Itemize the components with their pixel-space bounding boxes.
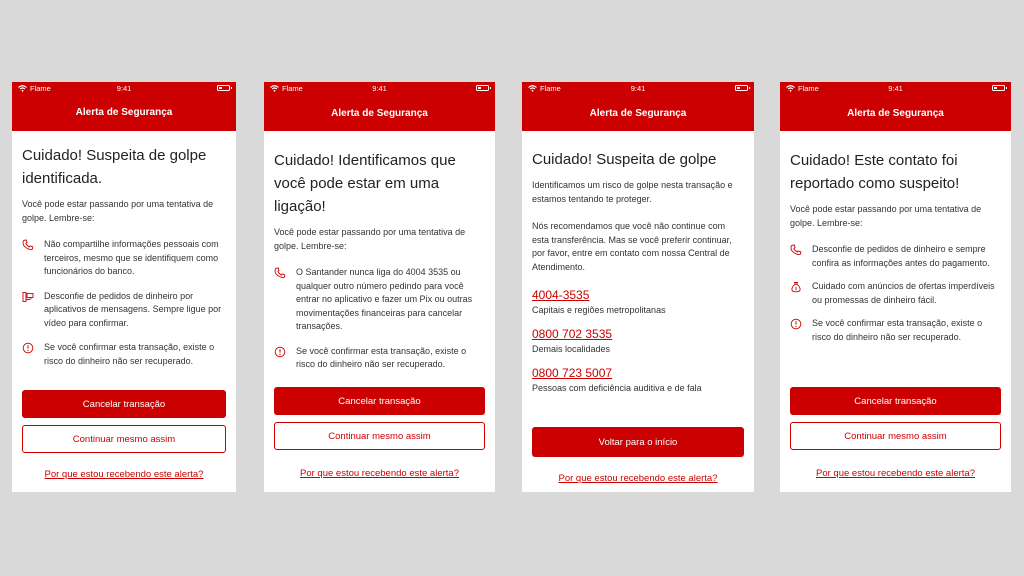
alert-circle-icon bbox=[22, 341, 34, 354]
status-time: 9:41 bbox=[116, 84, 132, 93]
cancel-transaction-button[interactable]: Cancelar transação bbox=[790, 387, 1001, 415]
status-bar bbox=[264, 82, 495, 96]
screen-3 bbox=[522, 82, 754, 492]
intro-text: Você pode estar passando por uma tentativa de golpe. Lembre-se: bbox=[274, 227, 466, 251]
status-time: 9:41 bbox=[630, 84, 646, 93]
list-item-text: Se você confirmar esta transação, existe o risco do dinheiro não ser recuperado. bbox=[44, 342, 215, 366]
money-bag-icon bbox=[790, 280, 802, 293]
list-item bbox=[274, 266, 485, 334]
list-item-text: Desconfie de pedidos de dinheiro por aplicativos de mensagens. Sempre ligue por vídeo para confirmar. bbox=[44, 290, 222, 328]
list-item-text: Desconfie de pedidos de dinheiro e sempre confira as informações antes do pagamento. bbox=[812, 244, 990, 268]
list-item-text: O Santander nunca liga do 4004 3535 ou qualquer outro número pedindo para você entrar no aplicativo e fazer um Pix ou outras movimentações financeiras para cancelar transações. bbox=[296, 267, 473, 331]
battery-icon bbox=[217, 85, 230, 91]
phone-icon bbox=[22, 238, 34, 251]
status-time: 9:41 bbox=[888, 84, 903, 93]
intro-text: Você pode estar passando por uma tentativa de golpe. Lembre-se: bbox=[790, 204, 982, 228]
why-alert-link[interactable]: Por que estou recebendo este alerta? bbox=[44, 469, 204, 480]
list-item bbox=[790, 243, 1001, 270]
contact-item bbox=[532, 364, 744, 394]
list-item bbox=[790, 317, 1001, 344]
list-item-text: Cuidado com anúncios de ofertas imperdíveis ou promessas de dinheiro fácil. bbox=[812, 281, 995, 305]
battery-icon bbox=[735, 85, 748, 91]
continue-anyway-button[interactable]: Continuar mesmo assim bbox=[22, 425, 226, 453]
intro-text: Você pode estar passando por uma tentativa de golpe. Lembre-se: bbox=[22, 199, 214, 223]
continue-anyway-button[interactable]: Continuar mesmo assim bbox=[274, 422, 485, 450]
cancel-transaction-button[interactable]: Cancelar transação bbox=[274, 387, 485, 415]
phone-number-link[interactable]: 4004-3535 bbox=[532, 288, 590, 302]
status-time: 9:41 bbox=[372, 84, 387, 93]
nav-title: Alerta de Segurança bbox=[522, 96, 754, 131]
screen-4 bbox=[780, 82, 1011, 492]
status-bar bbox=[780, 82, 1011, 96]
list-item bbox=[22, 341, 226, 368]
status-bar bbox=[522, 82, 754, 96]
contact-description: Pessoas com deficiência auditiva e de fala bbox=[532, 383, 702, 393]
status-bar bbox=[12, 82, 236, 96]
contact-description: Demais localidades bbox=[532, 344, 611, 354]
cancel-transaction-button[interactable]: Cancelar transação bbox=[22, 390, 226, 418]
why-alert-link[interactable]: Por que estou recebendo este alerta? bbox=[300, 468, 459, 479]
list-item bbox=[22, 238, 226, 279]
nav-title: Alerta de Segurança bbox=[264, 96, 495, 131]
carrier-name: Flame bbox=[282, 84, 303, 93]
list-item bbox=[22, 290, 226, 331]
recommendation-text: Nós recomendamos que você não continue com esta transferência. Mas se você preferir continuar, por favor, entre em contato com nossa Central de Atendimento. bbox=[532, 221, 732, 272]
svg-text:$: $ bbox=[794, 287, 798, 292]
page-title: Cuidado! Identificamos que você pode estar em uma ligação! bbox=[274, 152, 456, 215]
contact-item bbox=[532, 286, 744, 316]
money-hand-icon bbox=[22, 290, 34, 303]
battery-icon bbox=[476, 85, 489, 91]
list-item bbox=[274, 345, 485, 372]
carrier-name: Flame bbox=[798, 84, 819, 93]
list-item-text: Não compartilhe informações pessoais com terceiros, mesmo que se identifiquem como funcionários do banco. bbox=[44, 239, 219, 276]
phone-number-link[interactable]: 0800 723 5007 bbox=[532, 366, 613, 380]
carrier-name: Flame bbox=[540, 84, 561, 93]
alert-circle-icon bbox=[790, 317, 802, 330]
screen-1 bbox=[12, 82, 236, 492]
alert-circle-icon bbox=[274, 345, 286, 358]
contact-description: Capitais e regiões metropolitanas bbox=[532, 305, 666, 315]
contact-item bbox=[532, 325, 744, 355]
nav-title: Alerta de Segurança bbox=[780, 96, 1011, 131]
list-item-text: Se você confirmar esta transação, existe o risco do dinheiro não ser recuperado. bbox=[296, 345, 467, 369]
phone-icon bbox=[790, 243, 802, 256]
battery-icon bbox=[992, 85, 1005, 91]
why-alert-link[interactable]: Por que estou recebendo este alerta? bbox=[558, 473, 718, 484]
page-title: Cuidado! Suspeita de golpe identificada. bbox=[22, 147, 207, 187]
phone-number-link[interactable]: 0800 702 3535 bbox=[532, 327, 613, 341]
list-item-text: Se você confirmar esta transação, existe o risco do dinheiro não ser recuperado. bbox=[812, 318, 983, 342]
carrier-name: Flame bbox=[30, 84, 51, 93]
nav-title: Alerta de Segurança bbox=[12, 96, 236, 131]
screen-2 bbox=[264, 82, 495, 492]
page-title: Cuidado! Suspeita de golpe bbox=[532, 151, 717, 168]
list-item bbox=[790, 280, 1001, 307]
info-text: Identificamos um risco de golpe nesta transação e estamos tentando te proteger. bbox=[532, 180, 733, 204]
why-alert-link[interactable]: Por que estou recebendo este alerta? bbox=[816, 468, 975, 479]
back-to-home-button[interactable]: Voltar para o início bbox=[532, 427, 744, 457]
phone-icon bbox=[274, 266, 286, 279]
page-title: Cuidado! Este contato foi reportado como suspeito! bbox=[790, 152, 960, 192]
continue-anyway-button[interactable]: Continuar mesmo assim bbox=[790, 422, 1001, 450]
